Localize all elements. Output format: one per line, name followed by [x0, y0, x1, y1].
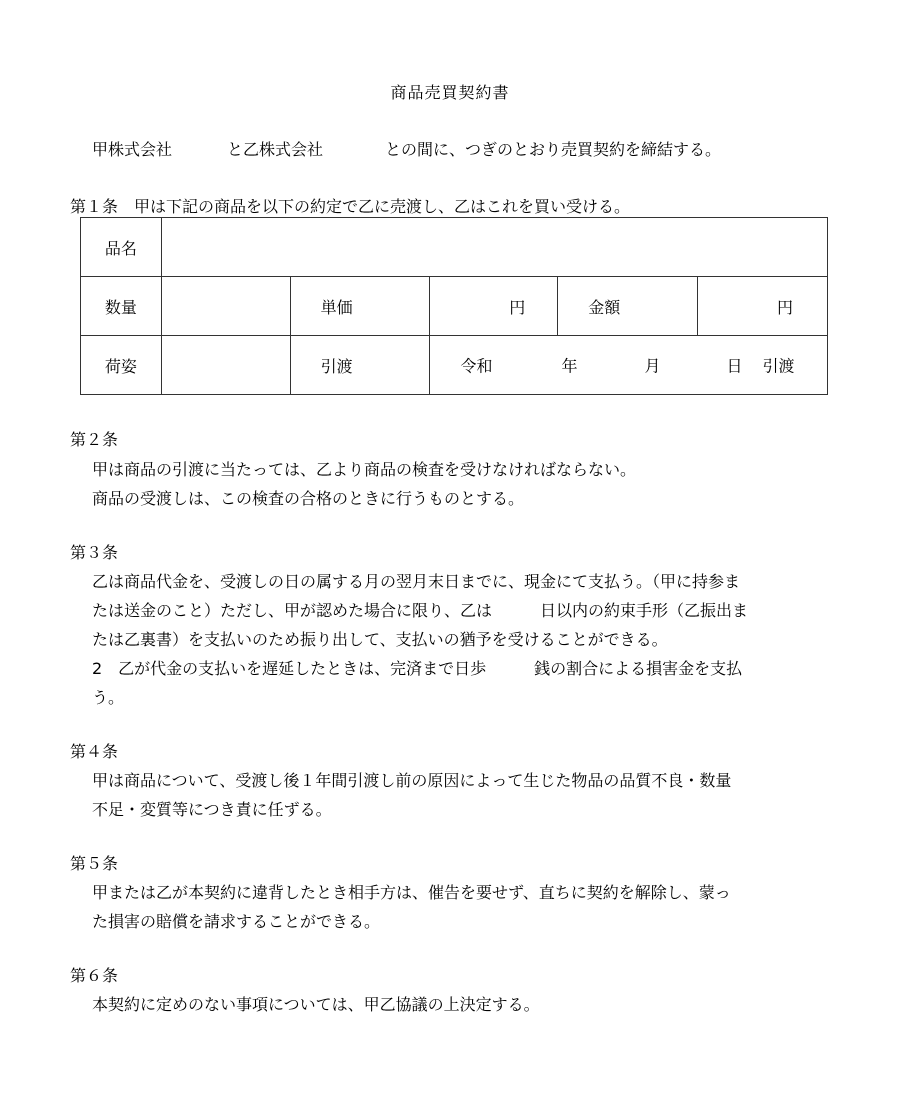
article-2-line: 甲は商品の引渡に当たっては、乙より商品の検査を受けなければならない。 — [92, 460, 637, 479]
article-3-line: たは乙裏書）を支払いのため振り出して、支払いの猶予を受けることができる。 — [92, 630, 668, 649]
quantity-label: 数量 — [81, 277, 162, 336]
month-label: 月 — [644, 356, 661, 376]
amount-label: 金額 — [558, 277, 698, 336]
table-row — [81, 218, 828, 277]
article-5-heading: 第５条 — [70, 854, 119, 873]
item-name-field — [161, 218, 827, 277]
year-label: 年 — [561, 356, 578, 376]
table-row — [81, 277, 828, 336]
article-2-heading: 第２条 — [70, 430, 119, 449]
unit-price-label: 単価 — [290, 277, 430, 336]
article-2-line: 商品の受渡しは、この検査の合格のときに行うものとする。 — [92, 489, 525, 508]
article-3-line: 2 乙が代金の支払いを遅延したときは、完済まで日歩 銭の割合による損害金を支払 — [92, 659, 743, 678]
delivery-date-field — [430, 336, 828, 395]
article-4-line: 甲は商品について、受渡し後１年間引渡し前の原因によって生じた物品の品質不良・数量 — [92, 771, 732, 790]
article-3-line: たは送金のこと）ただし、甲が認めた場合に限り、乙は 日以内の約束手形（乙振出ま — [92, 601, 749, 620]
article-3-line: 乙は商品代金を、受渡しの日の属する月の翌月末日までに、現金にて支払う。（甲に持参ま — [92, 572, 741, 591]
era-label: 令和 — [460, 356, 493, 376]
article-1-heading: 第１条 甲は下記の商品を以下の約定で乙に売渡し、乙はこれを買い受ける。 — [70, 197, 631, 216]
packing-field — [161, 336, 290, 395]
delivery-label: 引渡 — [290, 336, 430, 395]
party-a: 甲株式会社 — [92, 140, 173, 159]
document-title: 商品売買契約書 — [390, 83, 510, 102]
article-6-heading: 第６条 — [70, 966, 119, 985]
packing-label: 荷姿 — [81, 336, 162, 395]
article-4-heading: 第４条 — [70, 742, 119, 761]
unit-price-unit: 円 — [430, 277, 558, 336]
article-4-line: 不足・変質等につき責に任ずる。 — [92, 800, 332, 819]
article-5-line: た損害の賠償を請求することができる。 — [92, 912, 381, 931]
delivery-suffix: 引渡 — [762, 356, 795, 376]
amount-unit: 円 — [698, 277, 828, 336]
goods-table — [80, 217, 828, 395]
article-3-line: う。 — [92, 688, 125, 707]
quantity-field — [161, 277, 290, 336]
table-row — [81, 336, 828, 395]
day-label: 日 — [726, 356, 743, 376]
article-3-heading: 第３条 — [70, 543, 119, 562]
article-5-line: 甲または乙が本契約に違背したとき相手方は、催告を要せず、直ちに契約を解除し、蒙っ — [92, 883, 731, 902]
parties-rest: との間に、つぎのとおり売買契約を締結する。 — [385, 140, 722, 159]
party-b: と乙株式会社 — [227, 140, 324, 159]
item-name-label: 品名 — [81, 218, 162, 277]
article-6-line: 本契約に定めのない事項については、甲乙協議の上決定する。 — [92, 995, 540, 1014]
parties-line — [92, 138, 721, 162]
